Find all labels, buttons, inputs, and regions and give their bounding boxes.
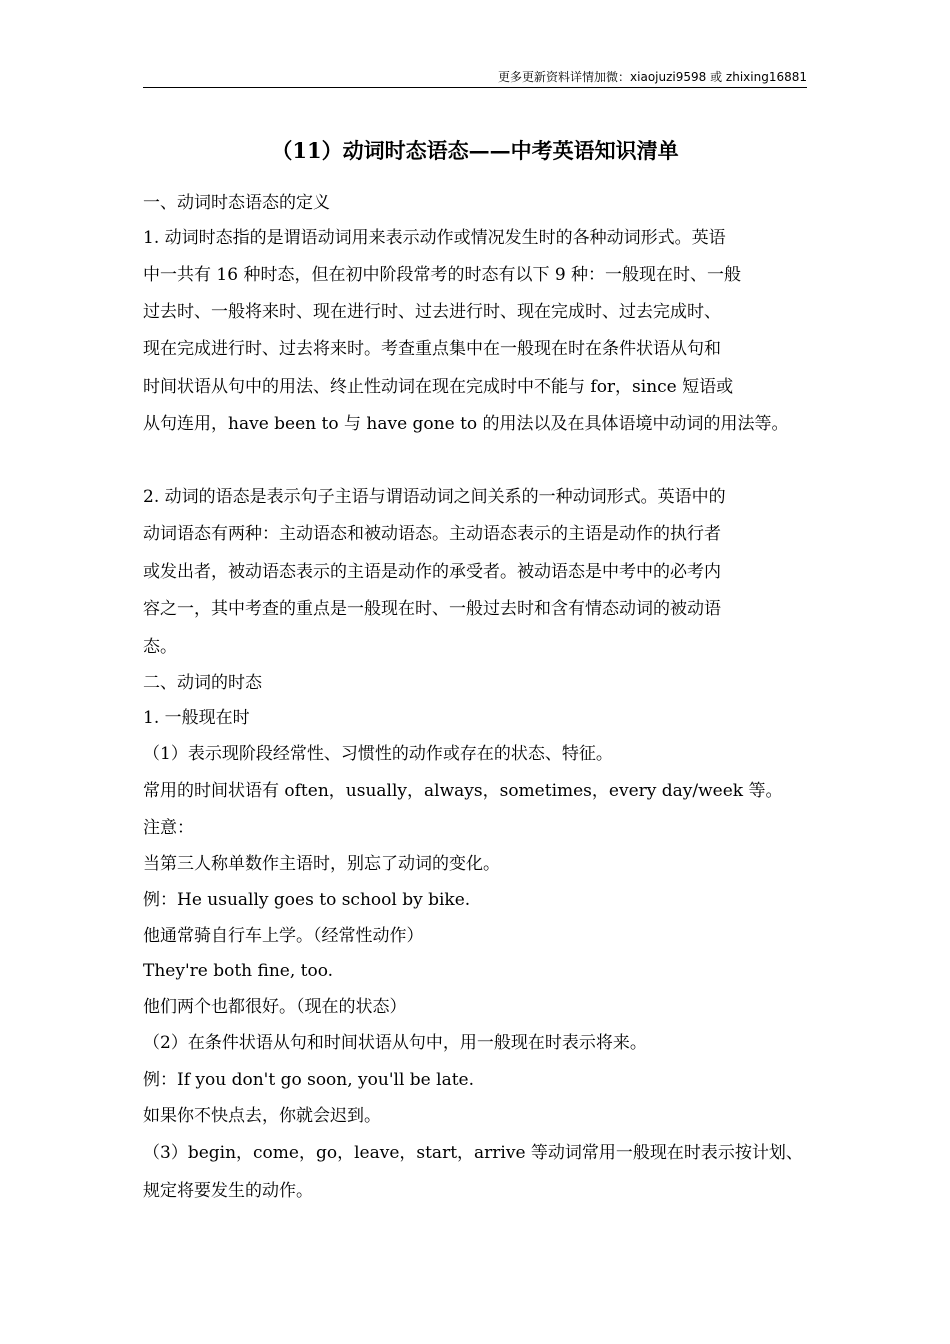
example-translation: 他们两个也都很好。（现在的状态） <box>143 997 407 1017</box>
paragraph-line: 动词语态有两种：主动语态和被动语态。主动语态表示的主语是动作的执行者 <box>143 524 721 544</box>
paragraph-line: 或发出者，被动语态表示的主语是动作的承受者。被动语态是中考中的必考内 <box>143 562 721 582</box>
section-heading-tenses: 二、动词的时态 <box>143 673 262 693</box>
paragraph-line: 1. 动词时态指的是谓语动词用来表示动作或情况发生时的各种动词形式。英语 <box>143 228 726 248</box>
paragraph-line: 2. 动词的语态是表示句子主语与谓语动词之间关系的一种动词形式。英语中的 <box>143 487 726 507</box>
header-divider <box>143 87 807 88</box>
document-title: （11）动词时态语态——中考英语知识清单 <box>271 138 679 163</box>
paragraph-line: 常用的时间状语有 often，usually，always，sometimes，every day/week 等。 <box>143 781 783 801</box>
example-translation: 如果你不快点去，你就会迟到。 <box>143 1106 381 1126</box>
subsection-heading: 1. 一般现在时 <box>143 708 250 728</box>
paragraph-line: 时间状语从句中的用法、终止性动词在现在完成时中不能与 for，since 短语或 <box>143 377 734 397</box>
paragraph-line: （2）在条件状语从句和时间状语从句中，用一般现在时表示将来。 <box>143 1033 647 1053</box>
example-translation: 他通常骑自行车上学。（经常性动作） <box>143 926 424 946</box>
example-sentence: 例：He usually goes to school by bike. <box>143 890 471 910</box>
paragraph-line: 态。 <box>143 637 177 657</box>
paragraph-line: （3）begin，come，go，leave，start，arrive 等动词常用一般现在时表示按计划、 <box>143 1143 803 1163</box>
paragraph-line: （1）表示现阶段经常性、习惯性的动作或存在的状态、特征。 <box>143 744 613 764</box>
paragraph-line: 规定将要发生的动作。 <box>143 1181 313 1201</box>
paragraph-line: 现在完成进行时、过去将来时。考查重点集中在一般现在时在条件状语从句和 <box>143 339 721 359</box>
paragraph-line: 当第三人称单数作主语时，别忘了动词的变化。 <box>143 854 500 874</box>
note-label: 注意： <box>143 818 194 838</box>
section-heading-definition: 一、动词时态语态的定义 <box>143 193 330 213</box>
paragraph-line: 过去时、一般将来时、现在进行时、过去进行时、现在完成时、过去完成时、 <box>143 302 721 322</box>
header-note: 更多更新资料详情加微：xiaojuzi9598 或 zhixing16881 <box>498 70 807 84</box>
paragraph-line: 中一共有 16 种时态，但在初中阶段常考的时态有以下 9 种：一般现在时、一般 <box>143 265 742 285</box>
paragraph-line: 容之一，其中考查的重点是一般现在时、一般过去时和含有情态动词的被动语 <box>143 599 721 619</box>
paragraph-line: 从句连用，have been to 与 have gone to 的用法以及在具体语境中动词的用法等。 <box>143 414 789 434</box>
example-sentence: 例：If you don't go soon, you'll be late. <box>143 1070 475 1090</box>
example-sentence: They're both fine, too. <box>143 961 334 981</box>
